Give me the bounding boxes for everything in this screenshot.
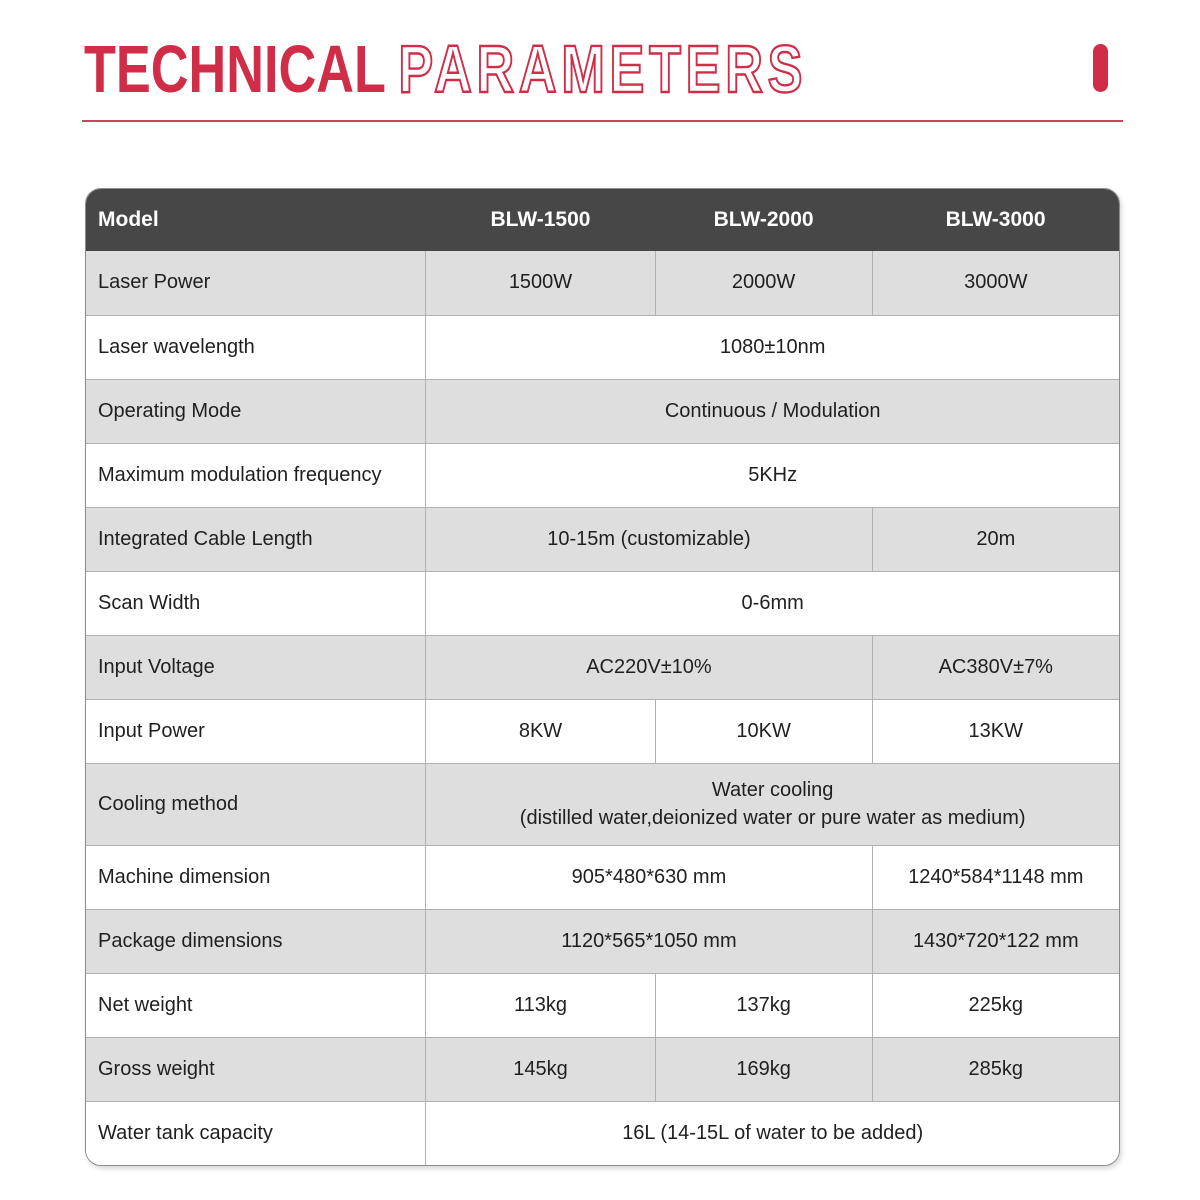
row-label: Laser wavelength: [86, 315, 426, 379]
row-label: Net weight: [86, 973, 426, 1037]
row-value: AC380V±7%: [872, 635, 1119, 699]
header-model: Model: [86, 189, 426, 251]
title-solid-text: TECHNICAL: [84, 32, 386, 107]
accent-bar: [1093, 44, 1108, 92]
row-value: 905*480*630 mm: [426, 845, 872, 909]
page-title: [84, 30, 895, 110]
table-row-cooling-method: [86, 763, 1119, 845]
row-value: Continuous / Modulation: [426, 379, 1119, 443]
row-value: 13KW: [872, 699, 1119, 763]
table-row-laser-power: [86, 251, 1119, 315]
table-header-row: [86, 189, 1119, 251]
row-label: Input Voltage: [86, 635, 426, 699]
row-value: 1120*565*1050 mm: [426, 909, 872, 973]
row-value: 16L (14-15L of water to be added): [426, 1101, 1119, 1165]
row-value: 3000W: [872, 251, 1119, 315]
row-label: Laser Power: [86, 251, 426, 315]
row-value: 137kg: [655, 973, 872, 1037]
row-value: 20m: [872, 507, 1119, 571]
cooling-method-line2: (distilled water,deionized water or pure water as medium): [519, 807, 1026, 829]
table-row-operating-mode: [86, 379, 1119, 443]
table-row-integrated-cable-length: [86, 507, 1119, 571]
row-value: 10-15m (customizable): [426, 507, 872, 571]
row-label: Operating Mode: [86, 379, 426, 443]
table-row-net-weight: [86, 973, 1119, 1037]
header-blw-3000: BLW-3000: [872, 189, 1119, 251]
header-blw-1500: BLW-1500: [426, 189, 655, 251]
row-value: 0-6mm: [426, 571, 1119, 635]
spec-table: [86, 189, 1119, 1165]
row-value: AC220V±10%: [426, 635, 872, 699]
table-row-water-tank-capacity: [86, 1101, 1119, 1165]
row-value: 225kg: [872, 973, 1119, 1037]
table-row-laser-wavelength: [86, 315, 1119, 379]
row-value: 8KW: [426, 699, 655, 763]
page-header: [84, 30, 1124, 110]
title-outline-text: PARAMETERS: [398, 32, 808, 107]
row-value: 2000W: [655, 251, 872, 315]
table-row-machine-dimension: [86, 845, 1119, 909]
table-row-scan-width: [86, 571, 1119, 635]
table-row-gross-weight: [86, 1037, 1119, 1101]
row-value: 1080±10nm: [426, 315, 1119, 379]
row-value: 145kg: [426, 1037, 655, 1101]
row-value: 10KW: [655, 699, 872, 763]
row-label: Gross weight: [86, 1037, 426, 1101]
header-blw-2000: BLW-2000: [655, 189, 872, 251]
table-row-input-voltage: [86, 635, 1119, 699]
cooling-method-line1: Water cooling: [711, 779, 834, 801]
table-row-max-modulation-frequency: [86, 443, 1119, 507]
spec-table-container: [85, 188, 1120, 1166]
row-value: 285kg: [872, 1037, 1119, 1101]
row-value: 1430*720*122 mm: [872, 909, 1119, 973]
row-label: Machine dimension: [86, 845, 426, 909]
row-label: Water tank capacity: [86, 1101, 426, 1165]
row-value: 113kg: [426, 973, 655, 1037]
table-row-package-dimensions: [86, 909, 1119, 973]
row-value: 169kg: [655, 1037, 872, 1101]
row-value: [426, 763, 1119, 845]
row-value: 1240*584*1148 mm: [872, 845, 1119, 909]
row-label: Integrated Cable Length: [86, 507, 426, 571]
row-value: 1500W: [426, 251, 655, 315]
row-label: Input Power: [86, 699, 426, 763]
row-value: 5KHz: [426, 443, 1119, 507]
row-label: Maximum modulation frequency: [86, 443, 426, 507]
row-label: Scan Width: [86, 571, 426, 635]
row-label: Package dimensions: [86, 909, 426, 973]
title-underline: [82, 120, 1123, 122]
row-label: Cooling method: [86, 763, 426, 845]
table-row-input-power: [86, 699, 1119, 763]
